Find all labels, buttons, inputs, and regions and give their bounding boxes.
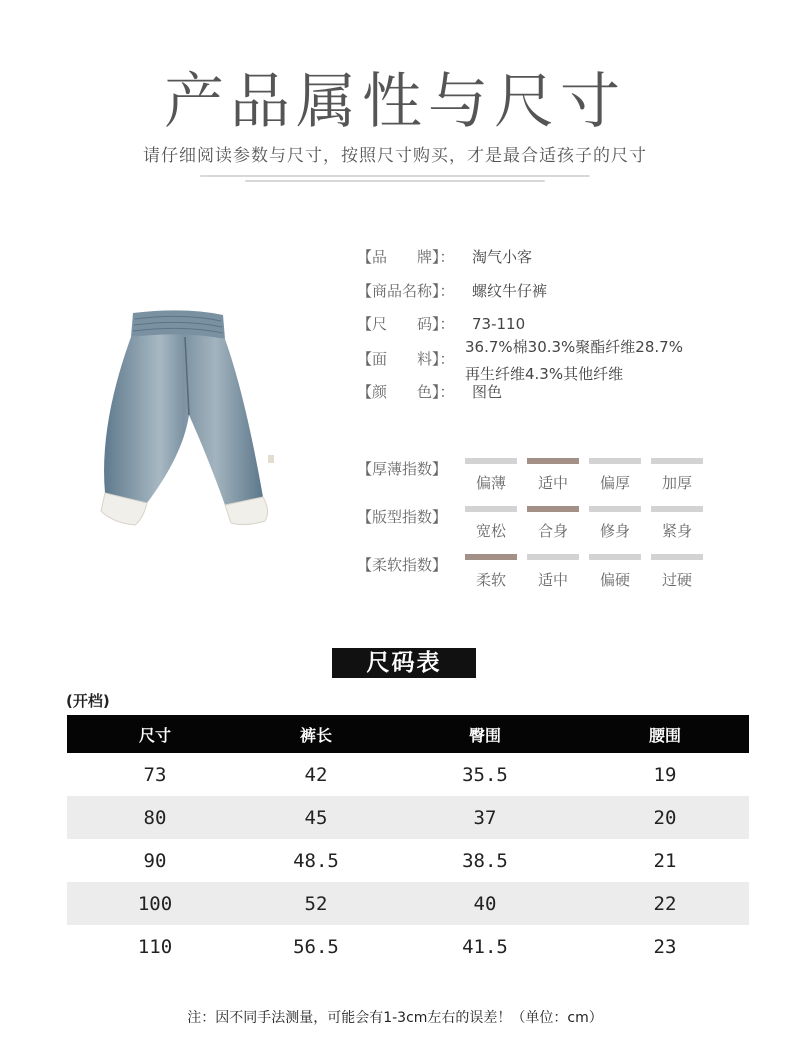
softness-bar-2 [589, 554, 641, 560]
attr-color-label: 【颜 色】： [357, 383, 455, 401]
attr-fabric [357, 348, 472, 369]
thickness-index-label: 【厚薄指数】 [357, 460, 448, 478]
size-chart-title: 尺码表 [332, 648, 476, 678]
attr-size-value: 73-110 [472, 315, 526, 333]
cell-size: 73 [143, 763, 167, 786]
table-row [67, 753, 749, 796]
softness-option: 偏硬 [599, 571, 630, 589]
attr-brand-label: 【品 牌】： [357, 248, 455, 266]
thickness-bar-1 [527, 458, 579, 464]
attr-name-label: 【商品名称】： [357, 282, 455, 300]
softness-option: 过硬 [661, 571, 692, 589]
cell-length: 56.5 [293, 935, 339, 958]
fit-option: 修身 [599, 522, 630, 540]
cell-waist: 21 [653, 849, 677, 872]
softness-index-label: 【柔软指数】 [357, 556, 448, 574]
attr-fabric-value-2: 再生纤维4.3%其他纤维 [465, 365, 624, 383]
softness-option: 适中 [537, 571, 568, 589]
size-table [67, 715, 749, 968]
thickness-bar-2 [589, 458, 641, 464]
fit-index-label: 【版型指数】 [357, 508, 448, 526]
page-title: 产品属性与尺寸 [164, 67, 626, 137]
attr-size [357, 313, 525, 334]
attr-fabric-value-1: 36.7%棉30.3%聚酯纤维28.7% [465, 338, 683, 356]
table-row [67, 796, 749, 839]
thickness-option: 加厚 [661, 474, 692, 492]
cell-size: 90 [143, 849, 167, 872]
thickness-bar-3 [651, 458, 703, 464]
softness-bar-1 [527, 554, 579, 560]
cell-hip: 41.5 [462, 935, 508, 958]
size-table-header [67, 715, 749, 753]
cell-length: 52 [243, 882, 389, 925]
attr-name [357, 280, 547, 301]
cell-waist: 23 [653, 935, 677, 958]
cell-length: 42 [304, 763, 328, 786]
attr-fabric-label: 【面 料】： [357, 350, 455, 368]
softness-bar-3 [651, 554, 703, 560]
fit-option: 紧身 [661, 522, 692, 540]
thickness-option: 适中 [537, 474, 568, 492]
cell-hip: 40 [389, 882, 581, 925]
header-size: 尺寸 [67, 715, 243, 753]
table-row [67, 925, 749, 968]
softness-option: 柔软 [475, 571, 506, 589]
measurement-note: 注：因不同手法测量，可能会有1-3cm左右的误差！（单位：cm） [187, 1010, 603, 1026]
cell-waist: 19 [653, 763, 677, 786]
header-waist: 腰围 [581, 715, 749, 753]
table-row [67, 882, 749, 925]
cell-hip: 38.5 [462, 849, 508, 872]
fit-option: 合身 [537, 522, 568, 540]
thickness-option: 偏薄 [475, 474, 506, 492]
thickness-option: 偏厚 [599, 474, 630, 492]
fit-bar-3 [651, 506, 703, 512]
attr-name-value: 螺纹牛仔裤 [472, 282, 548, 300]
fit-bar-0 [465, 506, 517, 512]
cell-waist: 22 [581, 882, 749, 925]
cell-hip: 37 [389, 796, 581, 839]
cell-size: 100 [67, 882, 243, 925]
attr-size-label: 【尺 码】： [357, 315, 455, 333]
thickness-bar-0 [465, 458, 517, 464]
attr-brand [357, 246, 532, 267]
cell-hip: 35.5 [462, 763, 508, 786]
decorative-fineprint [200, 172, 590, 186]
size-chart-note: (开档) [66, 692, 110, 710]
softness-bar-0 [465, 554, 517, 560]
cell-length: 48.5 [293, 849, 339, 872]
header-length: 裤长 [243, 715, 389, 753]
attr-color-value: 图色 [472, 383, 503, 401]
cell-waist: 20 [581, 796, 749, 839]
table-row [67, 839, 749, 882]
cell-length: 45 [243, 796, 389, 839]
page-subtitle: 请仔细阅读参数与尺寸，按照尺寸购买，才是最合适孩子的尺寸 [143, 146, 647, 166]
cell-size: 110 [137, 935, 173, 958]
fit-option: 宽松 [475, 522, 506, 540]
fit-bar-1 [527, 506, 579, 512]
attr-brand-value: 淘气小客 [472, 248, 533, 266]
cell-size: 80 [67, 796, 243, 839]
product-image [85, 305, 285, 535]
fit-bar-2 [589, 506, 641, 512]
header-hip: 臀围 [389, 715, 581, 753]
attr-color [357, 381, 502, 402]
